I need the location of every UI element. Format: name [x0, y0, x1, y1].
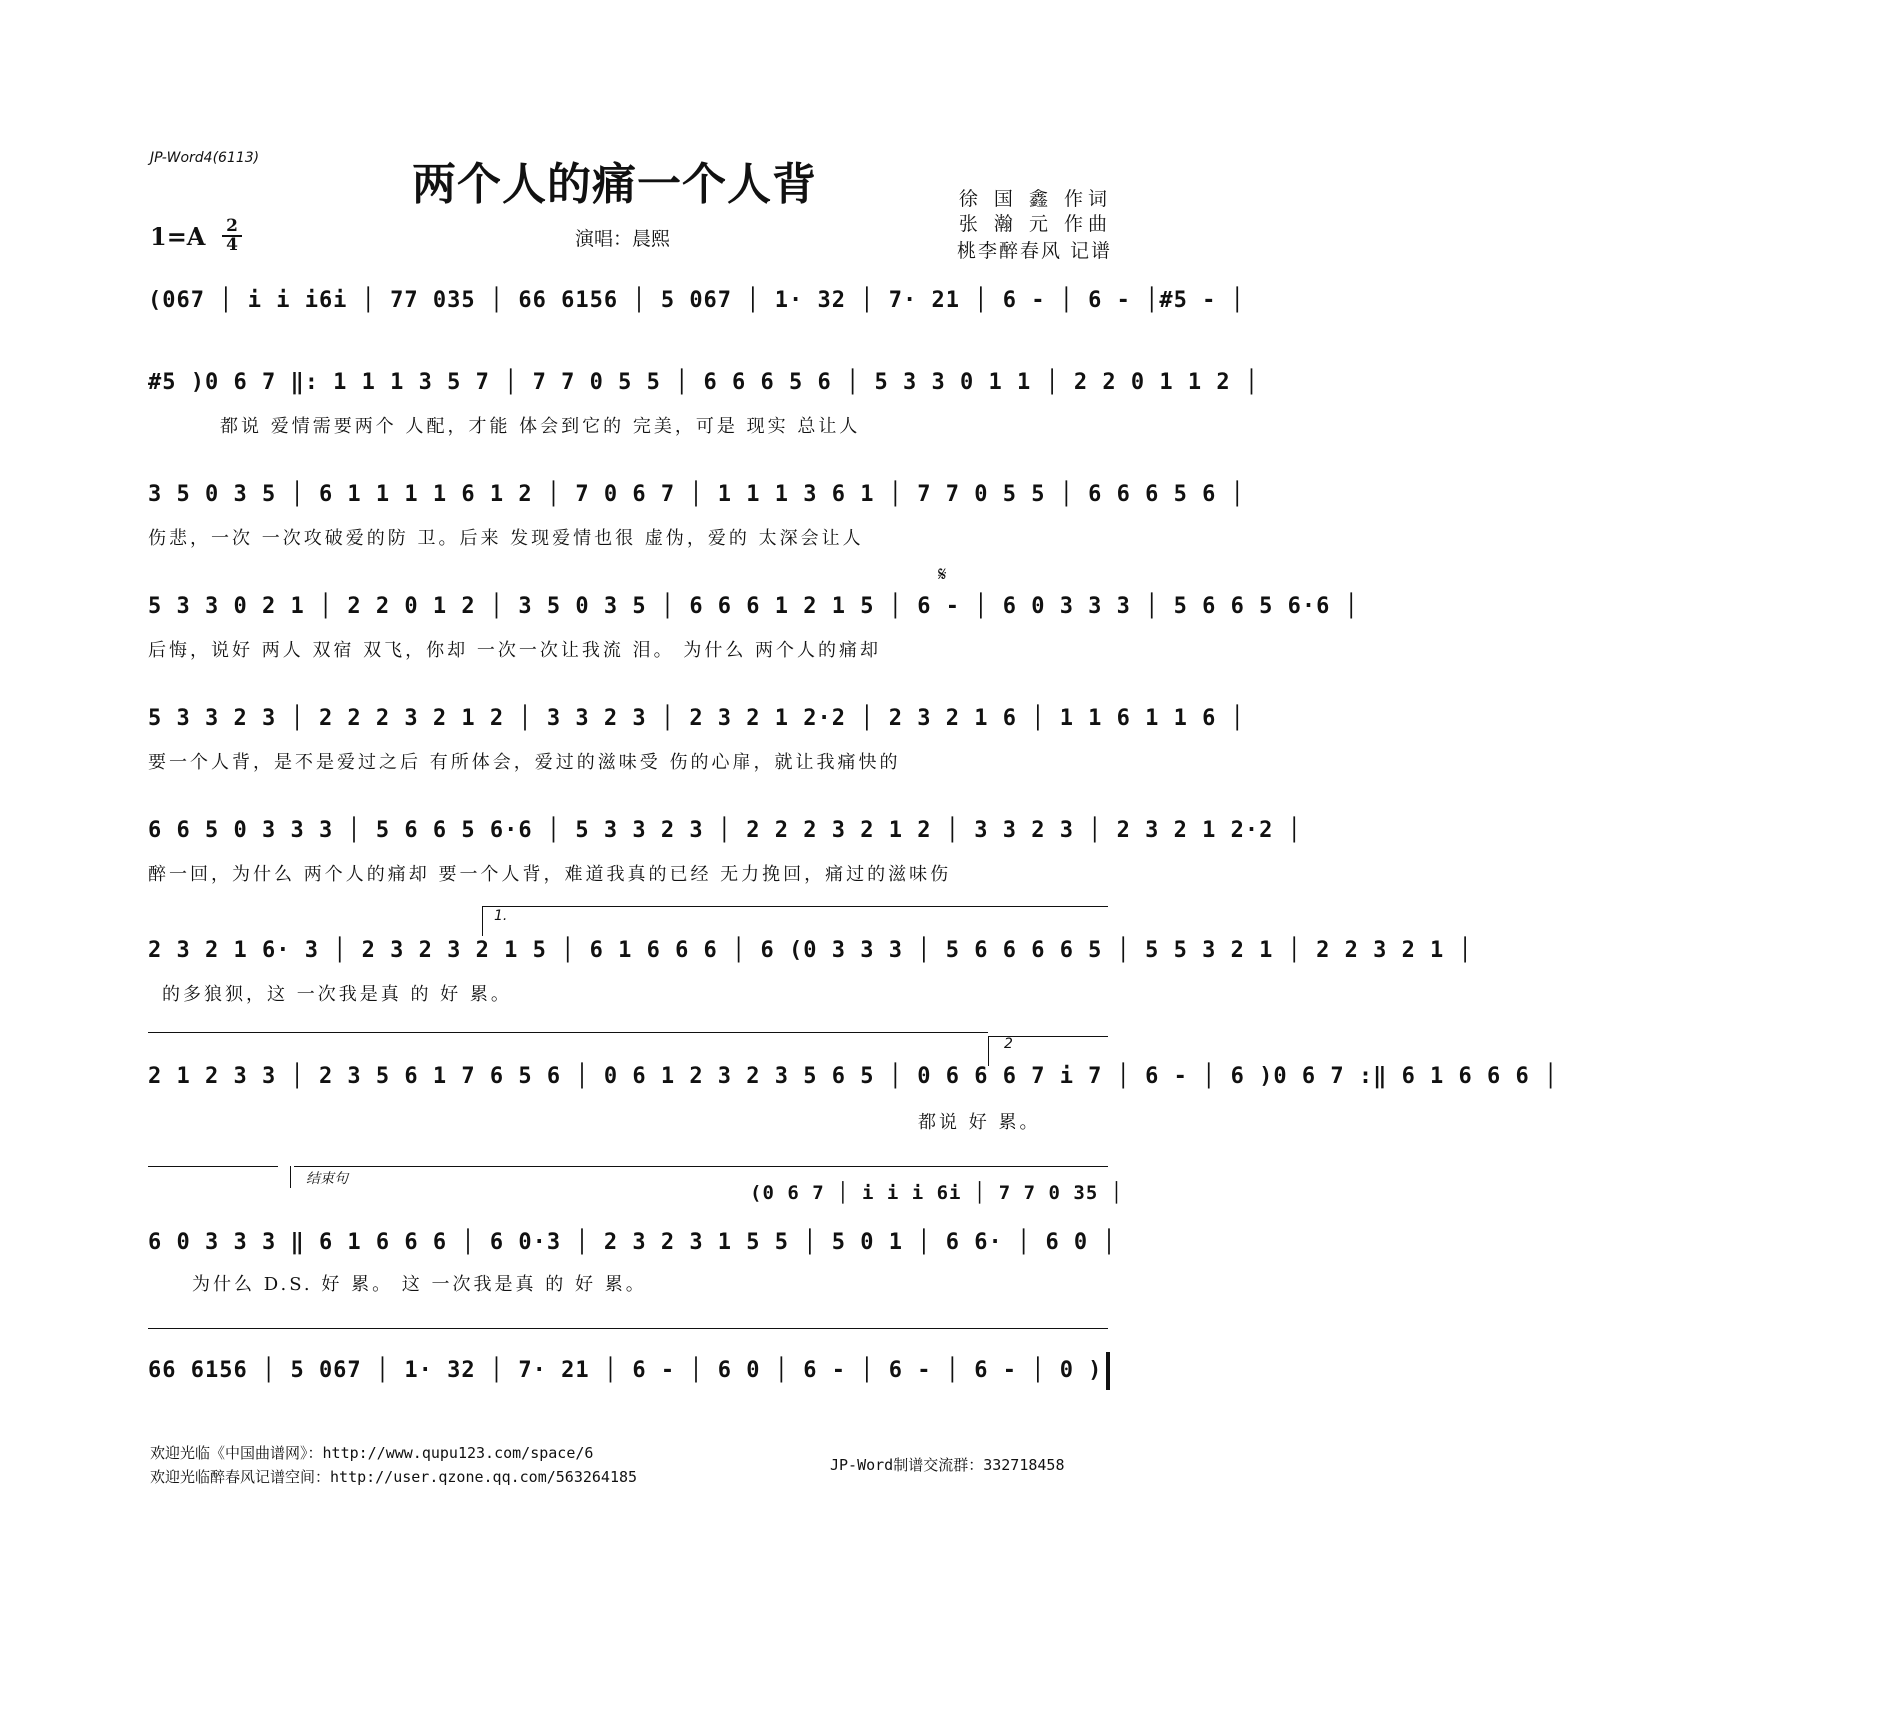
first-ending-label: 1.	[494, 908, 508, 924]
notation-line: 6 0 3 3 3 ‖ 6 1 6 6 6 │ 6 0·3 │ 2 3 2 3 1 5 5 │ 5 0 1 │ 6 6· │ 6 0 │	[148, 1230, 1117, 1255]
notation-line: 5 3 3 0 2 1 │ 2 2 0 1 2 │ 3 5 0 3 5 │ 6 6 6 1 2 1 5 │ 6 - │ 6 0 3 3 3 │ 5 6 6 5 6·6 │	[148, 594, 1359, 619]
final-barline	[1106, 1352, 1110, 1390]
notation-line: 5 3 3 2 3 │ 2 2 2 3 2 1 2 │ 3 3 2 3 │ 2 3 2 1 2·2 │ 2 3 2 1 6 │ 1 1 6 1 1 6 │	[148, 706, 1245, 731]
notation-line: (067 │ i i i6i │ 77 035 │ 66 6156 │ 5 067 │ 1· 32 │ 7· 21 │ 6 - │ 6 - │#5 - │	[148, 288, 1245, 313]
time-signature	[222, 218, 242, 254]
final-bracket-line	[148, 1328, 1108, 1329]
notation-line: 6 6 5 0 3 3 3 │ 5 6 6 5 6·6 │ 5 3 3 2 3 │ 2 2 2 3 2 1 2 │ 3 3 2 3 │ 2 3 2 1 2·2 │	[148, 818, 1302, 843]
software-tag: JP-Word4(6113)	[150, 150, 260, 166]
notation-line: #5 )0 6 7 ‖: 1 1 1 3 5 7 │ 7 7 0 5 5 │ 6 6 6 5 6 │ 5 3 3 0 1 1 │ 2 2 0 1 1 2 │	[148, 370, 1260, 395]
credit-composer: 张 瀚 元 作曲	[958, 213, 1112, 235]
notation-line: (0 6 7 │ i i i 6i │ 7 7 0 35 │	[750, 1182, 1124, 1204]
second-ending-bracket-side	[988, 1036, 989, 1066]
lyrics-line: 醉一回，为什么 两个人的痛却 要一个人背，难道我真的已经 无力挽回，痛过的滋味伤	[148, 864, 952, 885]
ending-phrase-label: 结束句	[306, 1171, 348, 1187]
time-top: 2	[222, 218, 242, 237]
ending-phrase-bracket-side	[290, 1166, 291, 1188]
footer-link-qzone[interactable]: 欢迎光临醉春风记谱空间：http://user.qzone.qq.com/563264185	[150, 1468, 638, 1486]
song-title: 两个人的痛一个人背	[412, 159, 817, 210]
lyrics-line: 都说 爱情需要两个 人配，才能 体会到它的 完美，可是 现实 总让人	[220, 416, 861, 437]
singer: 演唱：晨熙	[575, 228, 671, 250]
credit-transcriber: 桃李醉春风 记谱	[956, 240, 1112, 262]
lyrics-line: 要一个人背，是不是爱过之后 有所体会，爱过的滋味受 伤的心扉，就让我痛快的	[148, 752, 901, 773]
lyrics-line: 为什么 D.S. 好 累。 这 一次我是真 的 好 累。	[192, 1274, 647, 1295]
time-bottom: 4	[226, 235, 238, 255]
second-ending-label: 2	[1004, 1036, 1013, 1052]
key-label: 1=A	[150, 222, 206, 251]
credit-lyricist: 徐 国 鑫 作词	[958, 188, 1112, 210]
lyrics-line: 后悔，说好 两人 双宿 双飞，你却 一次一次让我流 泪。 为什么 两个人的痛却	[148, 640, 882, 661]
key-signature	[150, 216, 238, 255]
segno-sign: 𝄋	[938, 562, 947, 586]
ending-phrase-line	[148, 1166, 278, 1167]
footer-group: JP-Word制谱交流群：332718458	[830, 1456, 1065, 1474]
first-ending-bracket-continued	[148, 1032, 988, 1033]
lyrics-line: 伤悲，一次 一次攻破爱的防 卫。后来 发现爱情也很 虚伪，爱的 太深会让人	[148, 528, 864, 549]
footer-link-qupu[interactable]: 欢迎光临《中国曲谱网》：http://www.qupu123.com/space/6	[150, 1444, 594, 1462]
first-ending-bracket-side	[482, 906, 483, 936]
lyrics-line: 的多狼狈，这 一次我是真 的 好 累。	[162, 984, 512, 1005]
notation-line: 66 6156 │ 5 067 │ 1· 32 │ 7· 21 │ 6 - │ 6 0 │ 6 - │ 6 - │ 6 - │ 0 )	[148, 1358, 1103, 1383]
notation-line: 3 5 0 3 5 │ 6 1 1 1 1 6 1 2 │ 7 0 6 7 │ 1 1 1 3 6 1 │ 7 7 0 5 5 │ 6 6 6 5 6 │	[148, 482, 1245, 507]
notation-line: 2 1 2 3 3 │ 2 3 5 6 1 7 6 5 6 │ 0 6 1 2 3 2 3 5 6 5 │ 0 6 6 6 7 i 7 │ 6 - │ 6 )0 6 7 :‖ 6 1 6 6 6 │	[148, 1064, 1559, 1089]
first-ending-bracket	[482, 906, 1108, 907]
lyrics-line: 都说 好 累。	[918, 1112, 1041, 1133]
ending-phrase-bracket	[294, 1166, 1108, 1167]
notation-line: 2 3 2 1 6· 3 │ 2 3 2 3 2 1 5 │ 6 1 6 6 6 │ 6 (0 3 3 3 │ 5 6 6 6 6 5 │ 5 5 3 2 1 │ 2 2 3 2 1 │	[148, 938, 1473, 963]
